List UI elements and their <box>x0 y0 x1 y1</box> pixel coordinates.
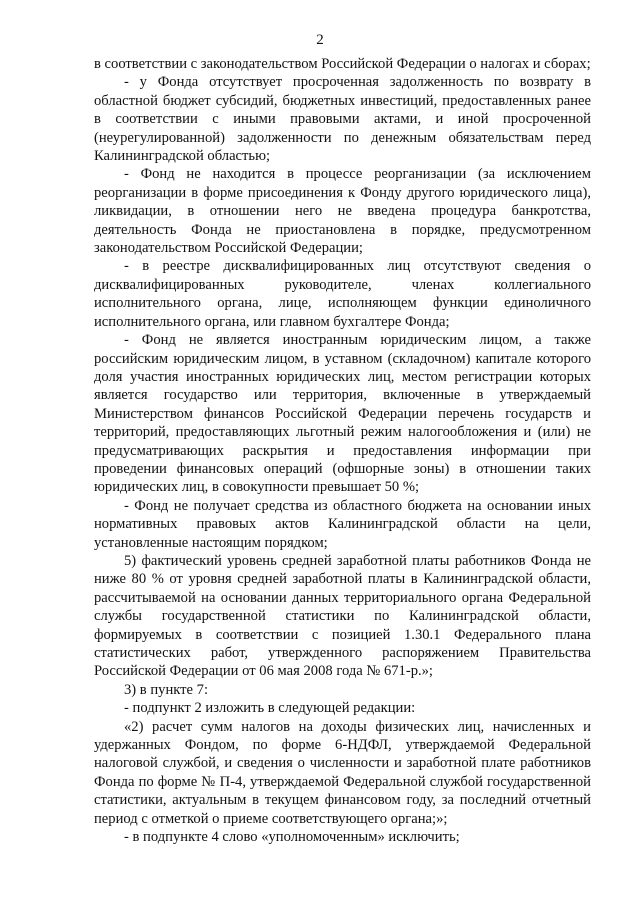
document-body <box>94 55 591 846</box>
page-number: 2 <box>316 32 324 48</box>
paragraph: - в подпункте 4 слово «уполномоченным» исключить; <box>124 829 460 846</box>
paragraph: - Фонд не получает средства из областного бюджета на основании иных нормативных правовых актов Калининградской области на цели, установленные настоящим порядком; <box>94 497 591 551</box>
paragraph: - Фонд не является иностранным юридическим лицом, а также российским юридическим лицом, в уставном (складочном) капитале которого доля участия иностранных юридических лиц, местом регистрации которых является государство или территория, включенные в утверждаемый Министерством финансов Российской Федерации перечень государств и территорий, предоставляющих льготный режим налогообложения и (или) не предусматривающих раскрытия и предоставления информации при проведении финансовых операций (офшорные зоны) в отношении таких юридических лиц, в совокупности превышает 50 %; <box>94 332 591 496</box>
paragraph: в соответствии с законодательством Российской Федерации о налогах и сборах; <box>94 56 591 72</box>
paragraph: - Фонд не находится в процессе реорганизации (за исключением реорганизации в форме присоединения к Фонду другого юридического лица), ликвидации, в отношении него не введена процедура банкротства, деятельность Фонда не приостановлена в порядке, предусмотренном законодательством Российской Федерации; <box>94 166 591 257</box>
paragraph: «2) расчет сумм налогов на доходы физических лиц, начисленных и удержанных Фондом, по форме 6-НДФЛ, утверждаемой Федеральной налоговой службой, и сведения о численности и заработной плате работников Фонда по форме № П-4, утверждаемой Федеральной службой государственной статистики, актуальным в текущем финансовом году, за последний отчетный период с отметкой о приеме соответствующего органа;»; <box>94 718 591 827</box>
paragraph: - у Фонда отсутствует просроченная задолженность по возврату в областной бюджет субсидий, бюджетных инвестиций, предоставленных ранее в соответствии с иными правовыми актами, и иной просроченной (неурегулированной) задолженности по денежным обязательствам перед Калининградской областью; <box>94 74 591 165</box>
paragraph: 3) в пункте 7: <box>124 681 209 698</box>
paragraph: 5) фактический уровень средней заработной платы работников Фонда не ниже 80 % от уровня средней заработной платы в Калининградской области, рассчитываемой на основании данных территориального органа Федеральной службы государственной статистики по Калининградской области, формируемых в соответствии с позицией 1.30.1 Федерального плана статистических работ, утвержденного распоряжением Правительства Российской Федерации от 06 мая 2008 года № 671-р.»; <box>94 552 591 680</box>
paragraph: - в реестре дисквалифицированных лиц отсутствуют сведения о дисквалифицированных руководителе, членах коллегиального исполнительного органа, лице, исполняющем функции единоличного исполнительного органа, или главном бухгалтере Фонда; <box>94 258 591 330</box>
paragraph: - подпункт 2 изложить в следующей редакции: <box>124 700 416 717</box>
